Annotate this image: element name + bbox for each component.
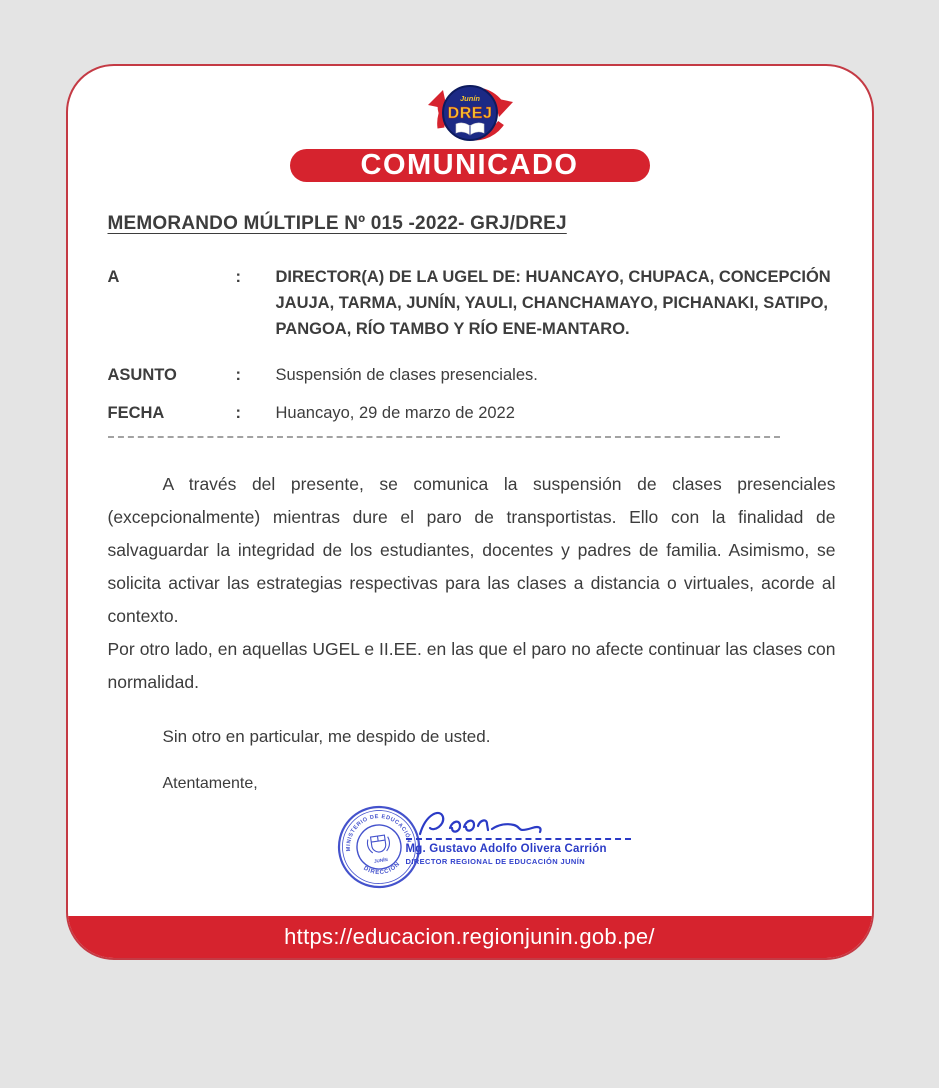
field-to — [108, 264, 836, 342]
field-date-separator: : — [235, 404, 241, 422]
coat-of-arms-icon — [366, 835, 390, 854]
memo-header-fields — [108, 264, 836, 438]
logo-drej-text: DREJ — [447, 105, 492, 122]
signature-area — [108, 804, 836, 916]
field-date — [108, 404, 836, 423]
svg-text:MINISTERIO DE EDUCACIÓN — [341, 809, 413, 852]
drej-logo-icon — [416, 72, 524, 154]
body-paragraph-1: A través del presente, se comunica la suspensión de clases presenciales (excepcionalmente) mientras dure el paro de transportistas. Ello con la finalidad de salvaguardar la integridad de los estudiantes, docentes y padres de familia. Asimismo, se solicita activar las estrategias respectivas para las clases a distancia o virtuales, acorde al contexto. — [107, 474, 836, 626]
farewell-line: Sin otro en particular, me despido de usted. — [162, 727, 491, 746]
dashed-divider — [108, 436, 780, 438]
field-to-value — [276, 264, 836, 342]
field-date-value: Huancayo, 29 de marzo de 2022 — [275, 404, 515, 422]
drej-logo — [416, 72, 524, 154]
field-to-separator: : — [235, 268, 241, 286]
memo-content — [68, 182, 872, 916]
field-subject-label: ASUNTO — [107, 366, 177, 384]
field-to-line: PANGOA, RÍO TAMBO Y RÍO ENE-MANTARO. — [275, 320, 630, 338]
stamp-inner-text: JUNÍN — [373, 856, 388, 864]
field-to-label: A — [107, 268, 120, 286]
signature-block — [406, 804, 676, 866]
field-to-line: JAUJA, TARMA, JUNÍN, YAULI, CHANCHAMAYO, PICHANAKI, SATIPO, — [275, 294, 829, 312]
field-subject-separator: : — [235, 366, 241, 384]
svg-text:DIRECCIÓN — [361, 861, 402, 879]
field-subject — [108, 366, 836, 385]
body-paragraph-2: Por otro lado, en aquellas UGEL e II.EE. en las que el paro no afecte continuar las clases con normalidad. — [107, 639, 836, 692]
field-subject-value: Suspensión de clases presenciales. — [275, 366, 538, 384]
memo-title: MEMORANDO MÚLTIPLE Nº 015 -2022- GRJ/DREJ — [107, 213, 567, 234]
communique-card — [66, 64, 874, 960]
stamp-bottom-text: DIRECCIÓN — [361, 861, 402, 877]
field-to-line: DIRECTOR(A) DE LA UGEL DE: HUANCAYO, CHUPACA, CONCEPCIÓN — [275, 268, 831, 286]
signatory-name: Mg. Gustavo Adolfo Olivera Carrión — [405, 843, 607, 855]
field-date-label: FECHA — [107, 404, 165, 422]
closing-line: Atentamente, — [162, 775, 258, 792]
footer-url[interactable]: https://educacion.regionjunin.gob.pe/ — [284, 924, 655, 949]
signatory-title: DIRECTOR REGIONAL DE EDUCACIÓN JUNÍN — [405, 857, 586, 866]
footer-band — [68, 916, 872, 958]
memo-body — [108, 468, 836, 800]
logo-junin-text: Junín — [459, 94, 480, 103]
stamp-ring-text: MINISTERIO DE EDUCACIÓN — [345, 813, 412, 852]
comunicado-banner-label: COMUNICADO — [360, 149, 579, 181]
signature-line — [406, 838, 631, 840]
